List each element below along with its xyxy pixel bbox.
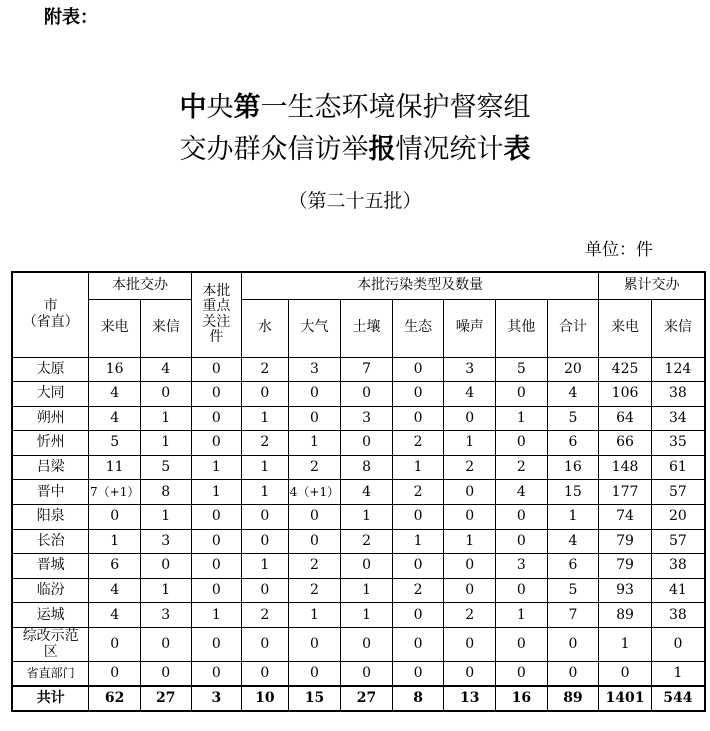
cell-letter: 0: [140, 554, 191, 579]
cell-noise: 1: [444, 529, 496, 554]
cell-noise: 4: [444, 382, 496, 407]
cell-letter: 3: [140, 603, 191, 628]
cell-letter: 5: [140, 455, 191, 480]
cell-noise: 0: [444, 554, 496, 579]
total-letter: 27: [140, 686, 191, 711]
cell-cum-letter: 1: [651, 662, 705, 687]
cell-other: 0: [496, 578, 548, 603]
cell-cum-phone: 64: [599, 406, 652, 431]
cell-phone: 4: [89, 603, 141, 628]
cell-water: 0: [242, 529, 289, 554]
cell-cum-letter: 41: [651, 578, 705, 603]
cell-ecology: 1: [392, 455, 444, 480]
header-ecology: 生态: [392, 299, 444, 357]
total-phone: 62: [89, 686, 141, 711]
cell-key: 0: [191, 529, 242, 554]
cell-soil: 0: [341, 554, 393, 579]
cell-city: 长治: [12, 529, 89, 554]
cell-noise: 0: [444, 505, 496, 530]
cell-phone: 11: [89, 455, 141, 480]
cell-key: 0: [191, 628, 242, 662]
cell-phone: 1: [89, 529, 141, 554]
cell-subtotal: 6: [547, 554, 599, 579]
header-batch-key: 本批重点关注件: [191, 272, 242, 357]
cell-city: 吕梁: [12, 455, 89, 480]
header-air: 大气: [288, 299, 341, 357]
cell-city: 太原: [12, 357, 89, 382]
cell-key: 0: [191, 431, 242, 456]
cell-letter: 4: [140, 357, 191, 382]
cell-soil: 0: [341, 628, 393, 662]
total-air: 15: [288, 686, 341, 711]
header-pollution: 本批污染类型及数量: [242, 272, 599, 299]
cell-cum-phone: 177: [599, 480, 652, 505]
cell-ecology: 0: [392, 357, 444, 382]
cell-water: 1: [242, 480, 289, 505]
cell-key: 1: [191, 603, 242, 628]
table-row: [12, 431, 705, 456]
cell-city: 忻州: [12, 431, 89, 456]
cell-water: 2: [242, 603, 289, 628]
cell-cum-letter: 38: [651, 603, 705, 628]
cell-cum-letter: 38: [651, 554, 705, 579]
table-row: [12, 529, 705, 554]
cell-key: 0: [191, 578, 242, 603]
cell-key: 0: [191, 505, 242, 530]
cell-cum-letter: 35: [651, 431, 705, 456]
cell-air: 2: [288, 578, 341, 603]
cell-phone: 0: [89, 628, 141, 662]
cell-phone: 7（+1）: [89, 480, 141, 505]
batch-number: （第二十五批）: [288, 190, 422, 212]
unit-label: 单位：件: [585, 240, 653, 260]
cell-letter: 0: [140, 662, 191, 687]
cell-key: 0: [191, 554, 242, 579]
cell-soil: 2: [341, 529, 393, 554]
cell-cum-phone: 148: [599, 455, 652, 480]
header-cum-phone: 来电: [599, 299, 652, 357]
cell-ecology: 2: [392, 480, 444, 505]
cell-cum-phone: 425: [599, 357, 652, 382]
total-ecology: 8: [392, 686, 444, 711]
table-row: [12, 382, 705, 407]
total-other: 16: [496, 686, 548, 711]
cell-cum-phone: 79: [599, 529, 652, 554]
cell-phone: 0: [89, 662, 141, 687]
header-water: 水: [242, 299, 289, 357]
cell-subtotal: 0: [547, 628, 599, 662]
cell-cum-letter: 38: [651, 382, 705, 407]
cell-letter: 1: [140, 578, 191, 603]
cell-city: 阳泉: [12, 505, 89, 530]
cell-cum-letter: 34: [651, 406, 705, 431]
header-noise: 噪声: [444, 299, 496, 357]
total-key: 3: [191, 686, 242, 711]
cell-cum-phone: 106: [599, 382, 652, 407]
cell-air: 0: [288, 662, 341, 687]
cell-key: 0: [191, 406, 242, 431]
cell-other: 1: [496, 406, 548, 431]
cell-air: 1: [288, 431, 341, 456]
cell-water: 1: [242, 455, 289, 480]
total-row: [12, 686, 705, 711]
table-row: [12, 357, 705, 382]
cell-soil: 4: [341, 480, 393, 505]
cell-other: 3: [496, 554, 548, 579]
cell-city: 晋中: [12, 480, 89, 505]
cell-noise: 0: [444, 662, 496, 687]
header-letter: 来信: [140, 299, 191, 357]
cell-other: 0: [496, 431, 548, 456]
cell-noise: 0: [444, 480, 496, 505]
cell-soil: 1: [341, 505, 393, 530]
cell-noise: 3: [444, 357, 496, 382]
header-cumulative: 累计交办: [599, 272, 705, 299]
cell-soil: 8: [341, 455, 393, 480]
cell-soil: 0: [341, 382, 393, 407]
cell-subtotal: 4: [547, 529, 599, 554]
cell-other: 5: [496, 357, 548, 382]
cell-city: 晋城: [12, 554, 89, 579]
cell-phone: 6: [89, 554, 141, 579]
table-row: [12, 628, 705, 662]
header-other: 其他: [496, 299, 548, 357]
cell-letter: 0: [140, 628, 191, 662]
cell-noise: 0: [444, 578, 496, 603]
cell-air: 0: [288, 382, 341, 407]
cell-subtotal: 5: [547, 578, 599, 603]
cell-noise: 0: [444, 406, 496, 431]
header-soil: 土壤: [341, 299, 393, 357]
cell-soil: 3: [341, 406, 393, 431]
cell-cum-phone: 74: [599, 505, 652, 530]
cell-air: 2: [288, 455, 341, 480]
header-batch-assigned: 本批交办: [89, 272, 191, 299]
cell-subtotal: 7: [547, 603, 599, 628]
cell-water: 0: [242, 628, 289, 662]
cell-water: 2: [242, 357, 289, 382]
cell-phone: 0: [89, 505, 141, 530]
cell-air: 4（+1）: [288, 480, 341, 505]
cell-subtotal: 20: [547, 357, 599, 382]
table-row: [12, 662, 705, 687]
cell-water: 0: [242, 382, 289, 407]
page-title-line1: 中央第一生态环境保护督察组: [179, 92, 531, 123]
cell-other: 0: [496, 529, 548, 554]
cell-other: 0: [496, 628, 548, 662]
cell-key: 1: [191, 455, 242, 480]
table-row: [12, 455, 705, 480]
cell-other: 0: [496, 505, 548, 530]
table-row: [12, 505, 705, 530]
cell-key: 1: [191, 480, 242, 505]
cell-ecology: 2: [392, 431, 444, 456]
total-cum-letter: 544: [651, 686, 705, 711]
table-row: [12, 578, 705, 603]
cell-subtotal: 0: [547, 662, 599, 687]
total-subtotal: 89: [547, 686, 599, 711]
statistics-table: [11, 271, 706, 712]
table-row: [12, 603, 705, 628]
cell-subtotal: 15: [547, 480, 599, 505]
cell-cum-letter: 57: [651, 529, 705, 554]
cell-ecology: 0: [392, 603, 444, 628]
cell-letter: 0: [140, 382, 191, 407]
total-soil: 27: [341, 686, 393, 711]
table-row: [12, 480, 705, 505]
cell-soil: 1: [341, 603, 393, 628]
cell-air: 1: [288, 603, 341, 628]
cell-noise: 1: [444, 431, 496, 456]
cell-phone: 4: [89, 382, 141, 407]
cell-noise: 2: [444, 455, 496, 480]
cell-noise: 2: [444, 603, 496, 628]
total-water: 10: [242, 686, 289, 711]
cell-city: 大同: [12, 382, 89, 407]
cell-cum-phone: 0: [599, 662, 652, 687]
cell-subtotal: 5: [547, 406, 599, 431]
cell-ecology: 1: [392, 529, 444, 554]
cell-cum-phone: 1: [599, 628, 652, 662]
cell-air: 2: [288, 554, 341, 579]
cell-soil: 0: [341, 662, 393, 687]
cell-ecology: 0: [392, 554, 444, 579]
cell-air: 0: [288, 406, 341, 431]
cell-letter: 1: [140, 431, 191, 456]
cell-water: 1: [242, 554, 289, 579]
cell-cum-phone: 89: [599, 603, 652, 628]
cell-air: 0: [288, 529, 341, 554]
cell-water: 0: [242, 505, 289, 530]
header-phone: 来电: [89, 299, 141, 357]
header-city: 市 （省直）: [12, 272, 89, 357]
cell-city: 运城: [12, 603, 89, 628]
cell-key: 0: [191, 662, 242, 687]
cell-air: 0: [288, 628, 341, 662]
attachment-label: 附表：: [44, 7, 98, 28]
cell-water: 0: [242, 578, 289, 603]
cell-ecology: 0: [392, 406, 444, 431]
cell-subtotal: 1: [547, 505, 599, 530]
cell-cum-letter: 0: [651, 628, 705, 662]
cell-cum-phone: 79: [599, 554, 652, 579]
cell-noise: 0: [444, 628, 496, 662]
cell-soil: 1: [341, 578, 393, 603]
table-row: [12, 554, 705, 579]
cell-ecology: 0: [392, 662, 444, 687]
cell-letter: 1: [140, 505, 191, 530]
cell-phone: 16: [89, 357, 141, 382]
cell-soil: 0: [341, 431, 393, 456]
cell-city: 朔州: [12, 406, 89, 431]
cell-ecology: 0: [392, 382, 444, 407]
cell-water: 1: [242, 406, 289, 431]
page-title-line2: 交办群众信访举报情况统计表: [179, 134, 531, 165]
table-row: [12, 406, 705, 431]
cell-subtotal: 6: [547, 431, 599, 456]
cell-cum-letter: 124: [651, 357, 705, 382]
cell-other: 1: [496, 603, 548, 628]
cell-cum-letter: 61: [651, 455, 705, 480]
cell-cum-phone: 93: [599, 578, 652, 603]
cell-cum-letter: 20: [651, 505, 705, 530]
header-subtotal: 合计: [547, 299, 599, 357]
total-city: 共计: [12, 686, 89, 711]
cell-air: 3: [288, 357, 341, 382]
cell-other: 4: [496, 480, 548, 505]
header-cum-letter: 来信: [651, 299, 705, 357]
cell-soil: 7: [341, 357, 393, 382]
cell-letter: 3: [140, 529, 191, 554]
cell-cum-phone: 66: [599, 431, 652, 456]
cell-other: 2: [496, 455, 548, 480]
cell-ecology: 2: [392, 578, 444, 603]
cell-air: 0: [288, 505, 341, 530]
cell-city: 综改示范区: [12, 628, 89, 662]
cell-other: 0: [496, 662, 548, 687]
cell-water: 0: [242, 662, 289, 687]
cell-letter: 1: [140, 406, 191, 431]
cell-city: 临汾: [12, 578, 89, 603]
cell-other: 0: [496, 382, 548, 407]
total-cum-phone: 1401: [599, 686, 652, 711]
cell-water: 2: [242, 431, 289, 456]
cell-cum-letter: 57: [651, 480, 705, 505]
cell-key: 0: [191, 382, 242, 407]
cell-phone: 4: [89, 578, 141, 603]
cell-subtotal: 4: [547, 382, 599, 407]
cell-phone: 5: [89, 431, 141, 456]
cell-key: 0: [191, 357, 242, 382]
cell-city: 省直部门: [12, 662, 89, 687]
cell-phone: 4: [89, 406, 141, 431]
cell-subtotal: 16: [547, 455, 599, 480]
cell-letter: 8: [140, 480, 191, 505]
cell-ecology: 0: [392, 628, 444, 662]
total-noise: 13: [444, 686, 496, 711]
cell-ecology: 0: [392, 505, 444, 530]
